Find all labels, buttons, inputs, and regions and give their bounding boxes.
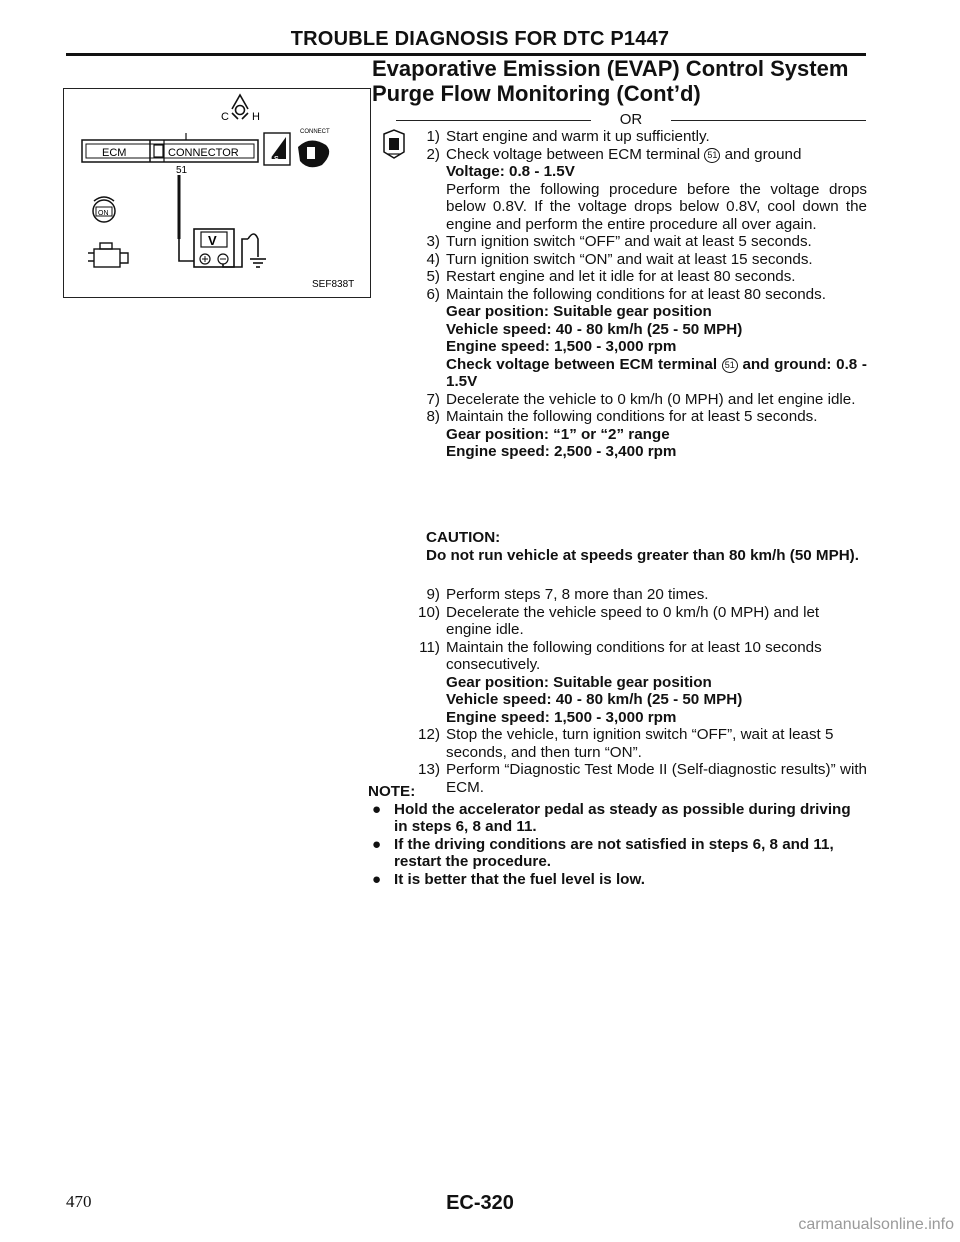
connector-plug-icon <box>232 95 248 119</box>
diagnosis-figure <box>63 88 371 298</box>
condition-engine-speed: Engine speed: 1,500 - 3,000 rpm <box>446 708 677 726</box>
step-text: Perform “Diagnostic Test Mode II (Self-diagnostic results)” with ECM. <box>446 761 867 796</box>
watermark: carmanualsonline.info <box>798 1216 954 1233</box>
step-number: 13) <box>418 761 440 778</box>
step-text: Turn ignition switch “OFF” and wait at least 5 seconds. <box>446 233 812 250</box>
step-number: 12) <box>418 726 440 743</box>
or-divider <box>396 112 866 128</box>
step-number: 8) <box>426 408 440 425</box>
step-number: 7) <box>426 390 440 408</box>
condition-vehicle-speed: Vehicle speed: 40 - 80 km/h (25 - 50 MPH) <box>446 320 743 338</box>
step-number: 6) <box>426 285 440 303</box>
condition-gear: Gear position: Suitable gear position <box>446 303 712 320</box>
note-label: NOTE: <box>368 783 416 800</box>
step-number: 1) <box>426 128 440 145</box>
condition-gear: Gear position: “1” or “2” range <box>446 425 670 443</box>
step-number: 4) <box>426 250 440 268</box>
step-number: 10) <box>418 603 440 621</box>
tester-icon <box>380 128 408 160</box>
page-code: EC-320 <box>446 1192 514 1214</box>
ground-icon <box>250 259 266 267</box>
figure-c-label: C <box>221 111 229 123</box>
on-label: ON <box>98 210 109 217</box>
terminal-circled: 51 <box>704 148 720 163</box>
step-4 <box>412 251 867 269</box>
connect-label: CONNECT <box>300 129 330 135</box>
bullet-icon: ● <box>372 835 382 853</box>
check-text-after: and ground: 0.8 - 1.5V <box>446 355 867 390</box>
meter-label: V <box>208 233 217 248</box>
section-title-line1: Evaporative Emission (EVAP) Control System <box>372 56 849 81</box>
page-number: 470 <box>66 1192 92 1211</box>
step-2 <box>412 146 867 234</box>
condition-check-voltage <box>446 356 867 391</box>
engine-icon <box>298 140 329 167</box>
step-number: 3) <box>426 233 440 250</box>
step-voltage: Voltage: 0.8 - 1.5V <box>446 163 575 180</box>
engine-running-icon <box>88 243 128 267</box>
step-3 <box>412 233 867 251</box>
step-number: 11) <box>419 638 440 656</box>
note-item <box>368 801 868 836</box>
step-text: Decelerate the vehicle speed to 0 km/h (0 MPH) and let engine idle. <box>446 603 820 638</box>
step-text: Start engine and warm it up sufficiently. <box>446 128 710 145</box>
step-6 <box>412 286 867 391</box>
step-number: 9) <box>426 586 440 603</box>
caution-text: Do not run vehicle at speeds greater than 80 km/h (50 MPH). <box>426 546 859 564</box>
step-text: Restart engine and let it idle for at least 80 seconds. <box>446 268 796 285</box>
step-text: Maintain the following conditions for at least 10 seconds consecutively. <box>446 638 822 673</box>
condition-engine-speed: Engine speed: 2,500 - 3,400 rpm <box>446 443 677 460</box>
note-text: If the driving conditions are not satisfied in steps 6, 8 and 11, restart the procedure. <box>394 835 834 870</box>
step-number: 2) <box>426 145 440 163</box>
figure-drawing <box>64 89 372 299</box>
note-text: Hold the accelerator pedal as steady as possible during driving in steps 6, 8 and 11. <box>394 800 851 835</box>
step-12 <box>412 726 867 761</box>
condition-engine-speed: Engine speed: 1,500 - 3,000 rpm <box>446 338 677 355</box>
connector-label: CONNECTOR <box>168 147 239 159</box>
or-rule-right <box>671 120 866 121</box>
terminal-number: 51 <box>176 165 188 176</box>
step-1 <box>412 128 867 146</box>
step-11 <box>412 639 867 727</box>
step-text: Maintain the following conditions for at least 80 seconds. <box>446 285 826 303</box>
step-text-after: and ground <box>724 145 802 163</box>
figure-h-label: H <box>252 111 260 123</box>
page-header: TROUBLE DIAGNOSIS FOR DTC P1447 <box>290 28 670 50</box>
step-detail: Perform the following procedure before the voltage drops below 0.8V. If the voltage drops below 0.8V, cool down the engine and perform the entire procedure all over again. <box>446 180 867 233</box>
step-text: Check voltage between ECM terminal <box>446 145 701 163</box>
condition-vehicle-speed: Vehicle speed: 40 - 80 km/h (25 - 50 MPH) <box>446 691 743 708</box>
step-text: Turn ignition switch “ON” and wait at least 15 seconds. <box>446 250 813 268</box>
step-10 <box>412 604 867 639</box>
or-label: OR <box>619 111 643 128</box>
terminal-circled: 51 <box>722 358 738 373</box>
step-text: Perform steps 7, 8 more than 20 times. <box>446 586 709 603</box>
note-item <box>368 871 868 889</box>
procedure-steps <box>412 128 867 461</box>
step-9 <box>412 586 867 604</box>
caution-block <box>426 529 868 564</box>
bullet-icon: ● <box>372 800 382 818</box>
step-5 <box>412 268 867 286</box>
condition-gear: Gear position: Suitable gear position <box>446 673 712 691</box>
step-text: Decelerate the vehicle to 0 km/h (0 MPH) and let engine idle. <box>446 390 856 408</box>
bullet-icon: ● <box>372 870 382 888</box>
section-title-line2: Purge Flow Monitoring (Cont’d) <box>372 81 701 106</box>
section-title <box>372 56 872 106</box>
note-block <box>368 783 868 888</box>
hs-label: H.S. <box>267 156 281 163</box>
step-7 <box>412 391 867 409</box>
step-text: Maintain the following conditions for at least 5 seconds. <box>446 408 818 425</box>
note-text: It is better that the fuel level is low. <box>394 870 645 888</box>
note-item <box>368 836 868 871</box>
step-text: Stop the vehicle, turn ignition switch “OFF”, wait at least 5 seconds, and then turn “ON”. <box>446 726 834 761</box>
figure-code: SEF838T <box>312 279 355 290</box>
check-text: Check voltage between ECM terminal <box>446 355 718 373</box>
step-8 <box>412 408 867 461</box>
step-number: 5) <box>426 268 440 285</box>
procedure-steps-continued <box>412 586 867 796</box>
caution-label: CAUTION: <box>426 529 501 546</box>
ecm-label: ECM <box>102 147 127 159</box>
